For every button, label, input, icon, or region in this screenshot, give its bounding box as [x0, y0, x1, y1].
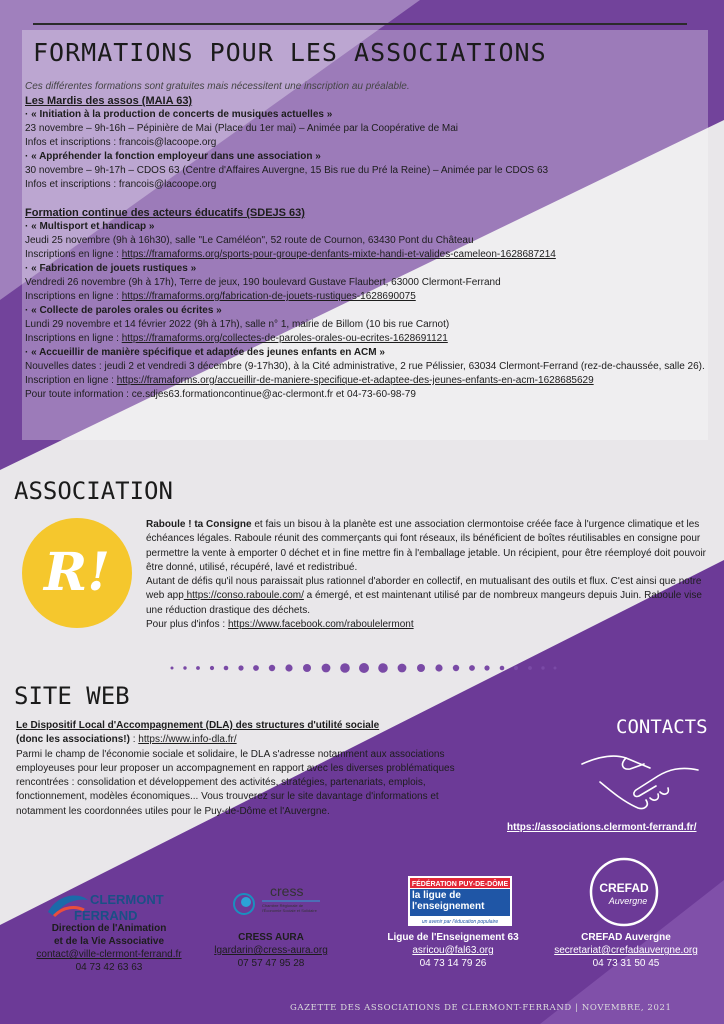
crefad-logo-sub: Auvergne — [608, 896, 648, 906]
sdjes-training-2-registration — [25, 290, 715, 304]
ligue-logo-top: FÉDÉRATION PUY-DE-DÔME — [411, 881, 509, 888]
raboule-webapp-link[interactable]: https://conso.raboule.com/ — [183, 590, 304, 602]
registration-link[interactable]: https://framaforms.org/collectes-de-paroles-orales-ou-ecrites-1628691121 — [121, 333, 448, 344]
org-phone: 07 57 47 95 28 — [237, 958, 305, 969]
sdjes-contact-info: Pour toute information : ce.sdjes63.formationcontinue@ac-clermont.fr et 04-73-60-98-79 — [25, 389, 416, 400]
association-paragraph-2: Autant de défis qu'il nous paraissait plus rationnel d'aborder en collectif, en mutualisant des outils et flux. C'est ainsi que notre web app https://conso.raboule.com/ a émergé, et est maintenant utilisé par de nombreux mangeurs depuis Juin. Raboule vise une réduction drastique des déchets. — [146, 576, 702, 616]
maia-training-1-detail: 23 novembre – 9h-16h – Pépinière de Mai (Place du 1er mai) – Animée par la Coopérative de Mai — [25, 123, 459, 134]
sdjes-training-3-detail: Lundi 29 novembre et 14 février 2022 (9h à 17h), salle n° 1, mairie de Billom (10 bis rue Carnot) — [25, 319, 450, 330]
org-crefad — [540, 931, 712, 970]
org-name: Ligue de l'Enseignement 63 — [387, 932, 519, 943]
org-phone: 04 73 14 79 26 — [419, 958, 487, 969]
maia-training-1: · « Initiation à la production de concerts de musiques actuelles » — [25, 109, 333, 120]
maia-training-2-detail: 30 novembre – 9h-17h – CDOS 63 (Centre d'Affaires Auvergne, 15 Bis rue du Pré la Reine) – Animée par le CDOS 63 — [25, 165, 549, 176]
sdjes-training-2: · « Fabrication de jouets rustiques » — [25, 263, 197, 274]
sdjes-training-3: · « Collecte de paroles orales ou écrites » — [25, 305, 222, 316]
registration-link[interactable]: https://framaforms.org/fabrication-de-jouets-rustiques-1628690075 — [121, 291, 416, 302]
dla-description: Parmi le champ de l'économie sociale et solidaire, le DLA s'adresse notamment aux associations employeuses pour leur proposer un accompagnement en rapport avec les diverses problématiques rencontrées : consolidation et développement des activités, stratégies, partenariats, emplois, fonctionnement, modèles économiques... Vous trouverez sur le site davantage d'informations et notamment les coordonnées utiles pour le Puy-de-Dôme et l'Auvergne. — [16, 748, 455, 817]
sdjes-training-4-detail: Nouvelles dates : jeudi 2 et vendredi 3 décembre (9-17h30), à la Cité administrative, 2 rue Pélissier, 63034 Clermont-Ferrand (rez-de-chaussée, salle 26). — [25, 361, 705, 372]
maia-training-2: · « Appréhender la fonction employeur dans une association » — [25, 151, 321, 162]
association-title: ASSOCIATION — [14, 477, 173, 505]
registration-label: Inscription en ligne : — [25, 375, 117, 386]
clermont-logo-top: CLERMONT — [90, 892, 164, 907]
site-web-title: SITE WEB — [14, 682, 130, 710]
formations-body — [25, 80, 715, 402]
registration-label: Inscriptions en ligne : — [25, 249, 122, 260]
formations-intro: Ces différentes formations sont gratuites mais nécessitent une inscription au préalable. — [25, 81, 410, 92]
dla-heading: Le Dispositif Local d'Accompagnement (DLA) des structures d'utilité sociale — [16, 720, 380, 731]
org-email[interactable]: secretariat@crefadauvergne.org — [554, 945, 698, 956]
raboule-logo-text: R! — [43, 542, 111, 603]
maia-training-2-info: Infos et inscriptions : francois@lacoope.org — [25, 179, 217, 190]
association-body — [146, 518, 706, 632]
dla-link[interactable]: https://www.info-dla.fr/ — [138, 734, 237, 746]
sdjes-training-1: · « Multisport et handicap » — [25, 221, 155, 232]
ligue-logo-mid: la ligue de l'enseignement — [412, 890, 485, 912]
org-cress — [206, 931, 336, 970]
clermont-ferrand-logo — [44, 886, 174, 926]
org-phone: 04 73 42 63 63 — [75, 962, 143, 973]
site-web-body: Le Dispositif Local d'Accompagnement (DLA) des structures d'utilité sociale (donc les associations!) : https://www.info-dla.fr/ Parmi le champ de l'économie sociale et solidaire, le DLA s'adresse notamment aux associations employeuses pour leur proposer un accompagnement en rapport avec les diverses problématiques rencontrées : consolidation et développement des activités, stratégies, partenariats, emplois, fonctionnement, modèles économiques... Vous trouverez sur le site davantage d'informations et notamment les coordonnées utiles pour le Puy-de-Dôme et l'Auvergne. — [16, 719, 462, 819]
association-name: Raboule ! ta Consigne — [146, 519, 252, 530]
registration-link[interactable]: https://framaforms.org/accueillir-de-maniere-specifique-et-adaptee-des-jeunes-enfants-en-acm-1628685629 — [116, 375, 594, 386]
org-email[interactable]: asricou@fal63.org — [412, 945, 494, 956]
crefad-logo-text: CREFAD — [599, 881, 649, 895]
sdjes-training-4-registration — [25, 374, 715, 388]
sdjes-training-1-registration — [25, 248, 715, 262]
org-email[interactable]: lgardarin@cress-aura.org — [214, 945, 328, 956]
dla-heading-2: (donc les associations!) — [16, 734, 130, 746]
cress-logo-subtitle: Chambre Régionale de l'Économie Sociale et Solidaire — [262, 903, 317, 913]
maia-heading: Les Mardis des assos (MAIA 63) — [25, 95, 193, 107]
sdjes-training-4: · « Accueillir de manière spécifique et adaptée des jeunes enfants en ACM » — [25, 347, 385, 358]
org-name: Direction de l'Animation — [51, 923, 167, 934]
association-paragraph-1: Raboule ! ta Consigne et fais un bisou à la planète est une association clermontoise créée face à l'urgence climatique et les échéances légales. Raboule réunit des commerçants qui font réseaux, ils bénéficient de boîtes réutilisables en consigne pour permettre la vente à emporter 0 déchet et in fine mettre fin à l'emballage jetable. Un récipient, pour être réemployé doit pouvoir être donné, utilisé, récupéré, lavé et redistribué. — [146, 519, 706, 573]
sdjes-training-3-registration — [25, 332, 715, 346]
contacts-title: CONTACTS — [616, 716, 708, 738]
ligue-enseignement-logo — [408, 876, 512, 926]
clermont-logo-bottom: FERRAND — [74, 908, 138, 923]
org-name-2: et de la Vie Associative — [53, 936, 165, 947]
raboule-logo — [22, 518, 132, 628]
sdjes-heading: Formation continue des acteurs éducatifs (SDEJS 63) — [25, 207, 305, 219]
sdjes-training-1-detail: Jeudi 25 novembre (9h à 16h30), salle "Le Caméléon", 52 route de Cournon, 63430 Pont du Château — [25, 235, 474, 246]
raboule-facebook-link[interactable]: https://www.facebook.com/raboulelermont — [227, 619, 414, 631]
maia-training-1-info: Infos et inscriptions : francois@lacoope.org — [25, 137, 217, 148]
org-name: CREFAD Auvergne — [581, 932, 671, 943]
footer: GAZETTE DES ASSOCIATIONS DE CLERMONT-FERRAND | NOVEMBRE, 2021 — [290, 1003, 672, 1013]
sdjes-training-2-detail: Vendredi 26 novembre (9h à 17h), Terre de jeux, 190 boulevard Gustave Flaubert, 63000 Clermont-Ferrand — [25, 277, 501, 288]
ligue-logo-sub: un avenir par l'éducation populaire — [421, 919, 499, 925]
org-phone: 04 73 31 50 45 — [592, 958, 660, 969]
org-ligue — [370, 931, 536, 970]
org-email[interactable]: contact@ville-clermont-ferrand.fr — [36, 949, 182, 960]
contacts-link[interactable]: https://associations.clermont-ferrand.fr/ — [507, 822, 697, 833]
org-clermont — [24, 922, 194, 974]
top-rule — [33, 23, 687, 25]
org-name: CRESS AURA — [238, 932, 304, 943]
cress-logo — [232, 882, 322, 922]
cress-logo-text: cress — [270, 883, 304, 899]
registration-label: Inscriptions en ligne : — [25, 291, 122, 302]
formations-title: FORMATIONS POUR LES ASSOCIATIONS — [33, 38, 547, 67]
association-paragraph-3: Pour plus d'infos : https://www.facebook.com/raboulelermont — [146, 619, 414, 631]
registration-link[interactable]: https://framaforms.org/sports-pour-groupe-denfants-mixte-handi-et-valides-cameleon-1628687214 — [121, 249, 556, 260]
handshake-icon — [580, 742, 700, 812]
registration-label: Inscriptions en ligne : — [25, 333, 122, 344]
dotted-divider — [168, 661, 558, 675]
crefad-logo — [588, 856, 660, 928]
